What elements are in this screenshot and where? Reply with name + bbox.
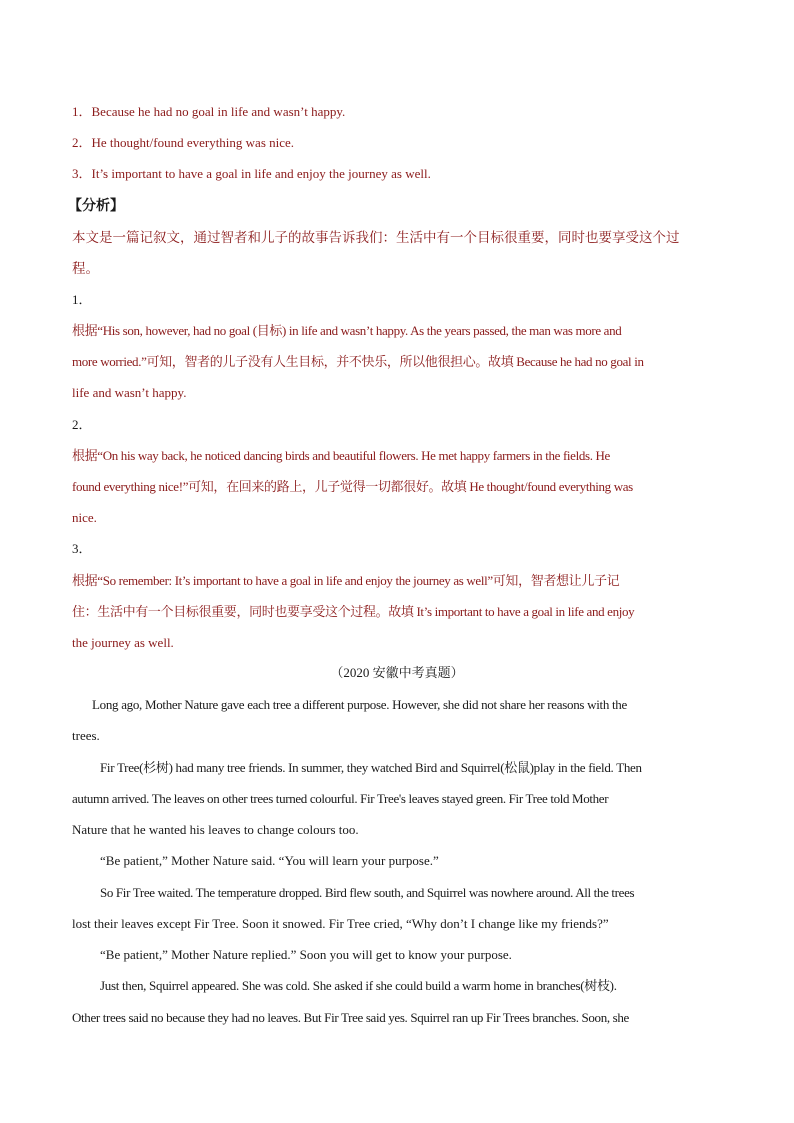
passage-line-7: So Fir Tree waited. The temperature dropped. Bird flew south, and Squirrel was nowhere around. All the trees bbox=[100, 885, 635, 900]
analysis-item-3-line-2: 住：生活中有一个目标很重要，同时也要享受这个过程。故填 It’s important to have a goal in life and enjoy bbox=[72, 604, 635, 619]
passage-line-8: lost their leaves except Fir Tree. Soon it snowed. Fir Tree cried, “Why don’t I change like my friends?” bbox=[72, 916, 609, 931]
passage-line-6: “Be patient,” Mother Nature said. “You will learn your purpose.” bbox=[100, 853, 439, 868]
passage-line-1: Long ago, Mother Nature gave each tree a different purpose. However, she did not share her reasons with the bbox=[92, 697, 627, 712]
analysis-item-1-line-1: 根据“His son, however, had no goal (目标) in life and wasn’t happy. As the years passed, the man was more and bbox=[72, 323, 622, 338]
answer-1: 1．Because he had no goal in life and wasn’t happy. bbox=[72, 104, 346, 119]
passage-line-9: “Be patient,” Mother Nature replied.” Soon you will get to know your purpose. bbox=[100, 947, 512, 962]
passage-line-5: Nature that he wanted his leaves to change colours too. bbox=[72, 822, 359, 837]
analysis-item-1-number: 1． bbox=[72, 292, 92, 307]
passage-line-4: autumn arrived. The leaves on other trees turned colourful. Fir Tree's leaves stayed green. Fir Tree told Mother bbox=[72, 791, 609, 806]
passage-line-2: trees. bbox=[72, 728, 100, 743]
analysis-item-2-number: 2． bbox=[72, 417, 92, 432]
passage-source: （2020 安徽中考真题） bbox=[330, 665, 464, 680]
analysis-item-1-line-3: life and wasn’t happy. bbox=[72, 385, 187, 400]
answer-3: 3．It’s important to have a goal in life and enjoy the journey as well. bbox=[72, 166, 431, 181]
analysis-item-2-line-3: nice. bbox=[72, 510, 97, 525]
analysis-item-3-line-1: 根据“So remember: It’s important to have a goal in life and enjoy the journey as well”可知，智者想让儿子记 bbox=[72, 573, 620, 588]
analysis-item-2-line-1: 根据“On his way back, he noticed dancing birds and beautiful flowers. He met happy farmers in the fields. He bbox=[72, 448, 610, 463]
passage-line-10: Just then, Squirrel appeared. She was cold. She asked if she could build a warm home in branches(树枝). bbox=[100, 978, 617, 993]
analysis-item-2-line-2: found everything nice!”可知，在回来的路上，儿子觉得一切都很好。故填 He thought/found everything was bbox=[72, 479, 633, 494]
answer-2: 2．He thought/found everything was nice. bbox=[72, 135, 295, 150]
analysis-item-1-line-2: more worried.”可知，智者的儿子没有人生目标，并不快乐，所以他很担心。故填 Because he had no goal in bbox=[72, 354, 644, 369]
analysis-summary-line-2: 程。 bbox=[72, 261, 99, 277]
analysis-summary-line-1: 本文是一篇记叙文，通过智者和儿子的故事告诉我们：生活中有一个目标很重要，同时也要享受这个过 bbox=[72, 230, 680, 246]
passage-line-11: Other trees said no because they had no leaves. But Fir Tree said yes. Squirrel ran up Fir Trees branches. Soon, she bbox=[72, 1010, 629, 1025]
analysis-heading: 【分析】 bbox=[68, 198, 124, 214]
analysis-item-3-number: 3． bbox=[72, 541, 92, 556]
analysis-item-3-line-3: the journey as well. bbox=[72, 635, 174, 650]
passage-line-3: Fir Tree(杉树) had many tree friends. In summer, they watched Bird and Squirrel(松鼠)play in the field. Then bbox=[100, 760, 642, 775]
